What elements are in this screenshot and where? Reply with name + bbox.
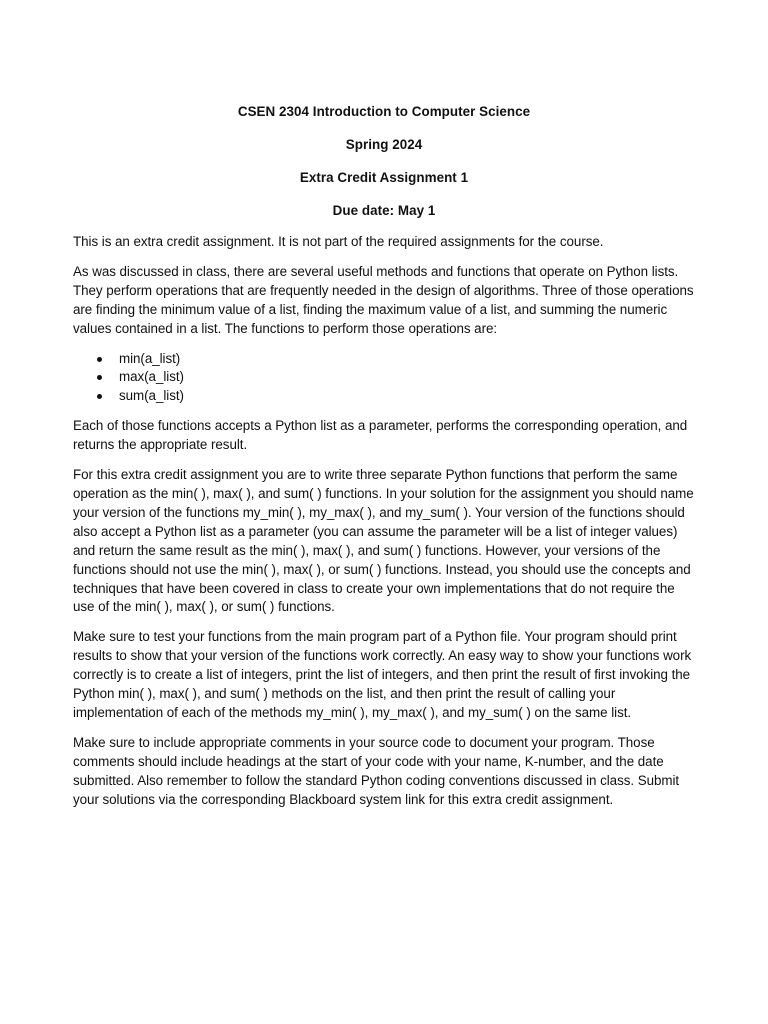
bullet-icon [97, 375, 102, 380]
document-header [0, 103, 768, 235]
comments-paragraph: Make sure to include appropriate comments in your source code to document your program. Those comments should include headings at the start of your code with your name, K-number, and the date submitted. Also remember to follow the standard Python coding conventions discussed in class. Submit your solutions via the corresponding Blackboard system link for this extra credit assignment. [73, 734, 680, 807]
list-item-text: min(a_list) [119, 350, 181, 366]
accepts-paragraph: Each of those functions accepts a Python list as a parameter, performs the corresponding operation, and returns the appropriate result. [73, 418, 688, 453]
bullet-icon [97, 394, 102, 399]
methods-paragraph: As was discussed in class, there are several useful methods and functions that operate on Python lists. They perform operations that are frequently needed in the design of algorithms. Three of those operations are finding the minimum value of a list, finding the maximum value of a list, and summing the numeric values contained in a list. The functions to perform those operations are: [73, 263, 694, 336]
assignment-paragraph: For this extra credit assignment you are to write three separate Python functions that perform the same operation as the min( ), max( ), and sum( ) functions. In your solution for the assignment you should name your version of the functions my_min( ), my_max( ), and my_sum( ). Your version of the functions should also accept a Python list as a parameter (you can assume the parameter will be a list of integer values) and return the same result as the min( ), max( ), and sum( ) functions. However, your versions of the functions should not use the min( ), max( ), or sum( ) functions. Instead, you should use the concepts and techniques that have been covered in class to create your own implementations that do not require the use of the min( ), max( ), or sum( ) functions. [73, 467, 694, 615]
semester: Spring 2024 [345, 137, 423, 152]
document-body [73, 233, 699, 820]
bullet-icon [97, 357, 102, 362]
course-title: CSEN 2304 Introduction to Computer Science [237, 104, 531, 119]
intro-paragraph: This is an extra credit assignment. It is not part of the required assignments for the course. [73, 234, 604, 249]
function-list [73, 350, 699, 407]
due-date: Due date: May 1 [332, 203, 436, 218]
list-item-text: sum(a_list) [119, 388, 184, 404]
testing-paragraph: Make sure to test your functions from the main program part of a Python file. Your program should print results to show that your version of the functions work correctly. An easy way to show your functions work correctly is to create a list of integers, print the list of integers, and then print the result of first invoking the Python min( ), max( ), and sum( ) methods on the list, and then print the result of calling your implementation of each of the methods my_min( ), my_max( ), and my_sum( ) on the same list. [73, 629, 692, 720]
assignment-title: Extra Credit Assignment 1 [299, 170, 469, 185]
list-item [73, 368, 699, 387]
list-item [73, 350, 699, 369]
list-item-text: max(a_list) [119, 369, 184, 385]
list-item [73, 387, 699, 406]
